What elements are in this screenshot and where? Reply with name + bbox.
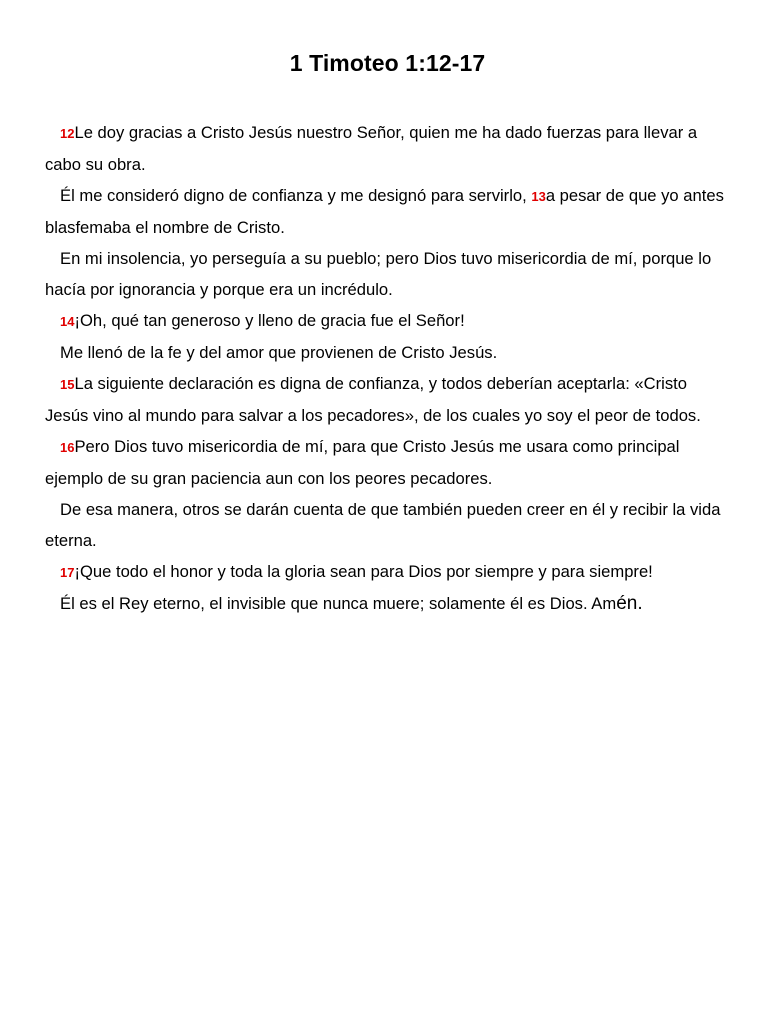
- passage-paragraph: [45, 368, 730, 431]
- passage-paragraph: [45, 494, 730, 556]
- passage-paragraph: [45, 588, 730, 619]
- verse-number: 16: [60, 440, 75, 455]
- verse-number: 15: [60, 377, 75, 392]
- verse-number: 12: [60, 126, 75, 141]
- passage-paragraph: [45, 556, 730, 588]
- passage-paragraph: [45, 337, 730, 368]
- passage-paragraph: [45, 117, 730, 180]
- verse-text: Pero Dios tuvo misericordia de mí, para que Cristo Jesús me usara como principal ejemplo de su gran paciencia aun con los peores pecadores.: [45, 437, 680, 488]
- verse-number: 13: [531, 189, 546, 204]
- verse-text-end: én.: [616, 593, 643, 614]
- verse-text: a pesar de que yo antes blasfemaba el nombre de Cristo.: [45, 186, 724, 237]
- verse-text: Le doy gracias a Cristo Jesús nuestro Señor, quien me ha dado fuerzas para llevar a cabo su obra.: [45, 123, 698, 174]
- verse-text: Él es el Rey eterno, el invisible que nunca muere; solamente él es Dios. Am: [60, 594, 617, 613]
- verse-text: De esa manera, otros se darán cuenta de que también pueden creer en él y recibir la vida eterna.: [45, 500, 721, 550]
- passage-paragraph: [45, 243, 730, 305]
- verse-text: ¡Oh, qué tan generoso y lleno de gracia fue el Señor!: [74, 311, 465, 330]
- document-page: [45, 0, 730, 619]
- passage-paragraph: [45, 305, 730, 337]
- page-title: 1 Timoteo 1:12-17: [289, 50, 486, 76]
- passage-paragraph: [45, 431, 730, 494]
- verse-text: Él me consideró digno de confianza y me designó para servirlo,: [60, 186, 532, 205]
- verse-number: 17: [60, 565, 75, 580]
- passage-body: [45, 117, 730, 619]
- verse-text: ¡Que todo el honor y toda la gloria sean para Dios por siempre y para siempre!: [74, 562, 653, 581]
- passage-paragraph: [45, 180, 730, 243]
- verse-text: En mi insolencia, yo perseguía a su pueblo; pero Dios tuvo misericordia de mí, porque lo hacía por ignorancia y porque era un incrédulo.: [45, 249, 712, 299]
- verse-number: 14: [60, 314, 75, 329]
- verse-text: La siguiente declaración es digna de confianza, y todos deberían aceptarla: «Cristo Jesús vino al mundo para salvar a los pecadores», de los cuales yo soy el peor de todos.: [45, 374, 701, 425]
- verse-text: Me llenó de la fe y del amor que provienen de Cristo Jesús.: [60, 343, 498, 362]
